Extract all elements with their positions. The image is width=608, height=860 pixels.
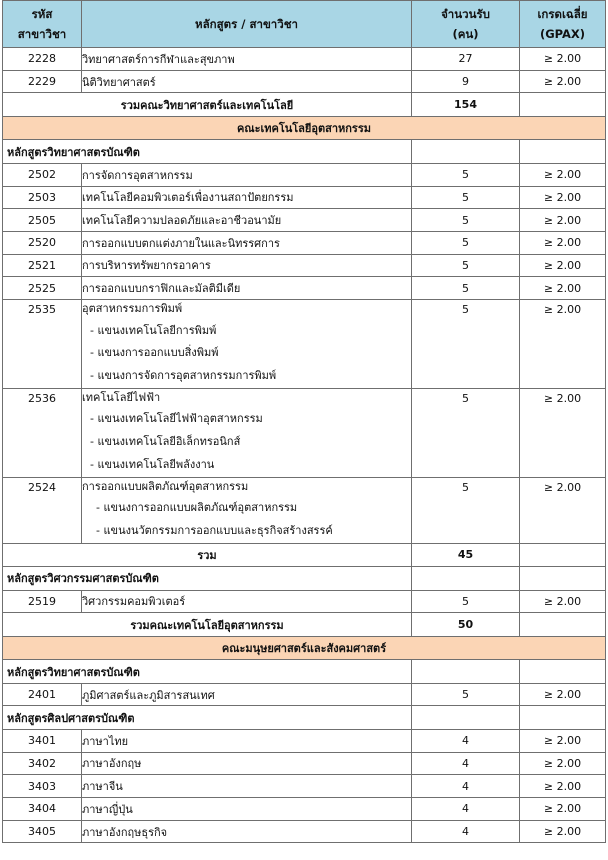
major-name: ภาษาจีน <box>82 775 412 798</box>
seat-count: 5 <box>412 231 520 254</box>
seat-count: 4 <box>412 798 520 821</box>
gpax-requirement: ≥ 2.00 <box>520 231 606 254</box>
gpax-requirement: ≥ 2.00 <box>520 590 606 613</box>
major-code: 3404 <box>3 798 82 821</box>
major-code: 2519 <box>3 590 82 613</box>
track-name: - แขนงการออกแบบผลิตภัณฑ์อุตสาหกรรม <box>96 501 298 515</box>
major-code: 2536 <box>3 388 82 477</box>
seat-count: 4 <box>412 752 520 775</box>
seat-count: 5 <box>412 300 520 389</box>
major-name: การบริหารทรัพยากรอาคาร <box>82 254 412 277</box>
gpax-requirement: ≥ 2.00 <box>520 186 606 209</box>
faculty-name: คณะเทคโนโลยีอุตสาหกรรม <box>3 116 606 140</box>
seat-count: 5 <box>412 683 520 706</box>
major-code: 2521 <box>3 254 82 277</box>
seat-count: 5 <box>412 388 520 477</box>
empty-cell <box>520 567 606 591</box>
subtotal-label: รวม <box>3 543 412 567</box>
seat-count: 9 <box>412 70 520 93</box>
gpax-requirement: ≥ 2.00 <box>520 48 606 71</box>
subtotal-value: 45 <box>412 543 520 567</box>
empty-cell <box>412 567 520 591</box>
table-row <box>3 186 606 209</box>
table-row <box>3 752 606 775</box>
major-name: ภาษาอังกฤษ <box>82 752 412 775</box>
gpax-requirement: ≥ 2.00 <box>520 163 606 186</box>
major-name: ภูมิศาสตร์และภูมิสารสนเทศ <box>82 683 412 706</box>
track-name: - แขนงเทคโนโลยีไฟฟ้าอุตสาหกรรม <box>90 412 263 426</box>
faculty-total-value: 154 <box>412 93 520 117</box>
program-header-row <box>3 140 606 164</box>
header-seats <box>412 1 520 48</box>
faculty-total-row <box>3 613 606 637</box>
seat-count: 5 <box>412 254 520 277</box>
table-row <box>3 798 606 821</box>
seat-count: 5 <box>412 209 520 232</box>
major-code: 2524 <box>3 477 82 543</box>
empty-cell <box>520 660 606 684</box>
major-code: 2228 <box>3 48 82 71</box>
gpax-requirement: ≥ 2.00 <box>520 775 606 798</box>
major-code: 3402 <box>3 752 82 775</box>
track-name: - แขนงเทคโนโลยีการพิมพ์ <box>90 323 217 337</box>
track-name: - แขนงเทคโนโลยีอิเล็กทรอนิกส์ <box>90 435 241 449</box>
faculty-total-row <box>3 93 606 117</box>
empty-cell <box>520 613 606 637</box>
program-name: หลักสูตรวิทยาศาสตรบัณฑิต <box>3 140 412 164</box>
major-code: 2525 <box>3 277 82 300</box>
table-row-with-tracks <box>3 300 606 389</box>
empty-cell <box>520 93 606 117</box>
major-name-cell <box>82 388 412 477</box>
major-code: 2229 <box>3 70 82 93</box>
faculty-total-value: 50 <box>412 613 520 637</box>
empty-cell <box>520 706 606 730</box>
program-name: หลักสูตรวิศวกรรมศาสตรบัณฑิต <box>3 567 412 591</box>
gpax-requirement: ≥ 2.00 <box>520 820 606 843</box>
gpax-requirement: ≥ 2.00 <box>520 254 606 277</box>
header-seats-line1: จำนวนรับ <box>441 7 490 21</box>
major-name: ภาษาอังกฤษธุรกิจ <box>82 820 412 843</box>
gpax-requirement: ≥ 2.00 <box>520 300 606 389</box>
gpax-requirement: ≥ 2.00 <box>520 729 606 752</box>
major-code: 2503 <box>3 186 82 209</box>
major-name: การออกแบบผลิตภัณฑ์อุตสาหกรรม <box>82 479 249 493</box>
major-name: วิศวกรรมคอมพิวเตอร์ <box>82 590 412 613</box>
program-name: หลักสูตรวิทยาศาสตรบัณฑิต <box>3 660 412 684</box>
major-code: 2505 <box>3 209 82 232</box>
major-code: 3405 <box>3 820 82 843</box>
table-row <box>3 775 606 798</box>
subtotal-row <box>3 543 606 567</box>
table-row <box>3 590 606 613</box>
major-name-cell <box>82 300 412 389</box>
major-code: 3401 <box>3 729 82 752</box>
header-program: หลักสูตร / สาขาวิชา <box>82 1 412 48</box>
major-name: เทคโนโลยีไฟฟ้า <box>82 390 161 404</box>
header-seats-line2: (คน) <box>452 27 479 41</box>
major-code: 2520 <box>3 231 82 254</box>
table-row <box>3 163 606 186</box>
header-gpax-line1: เกรดเฉลี่ย <box>537 7 588 21</box>
major-code: 3403 <box>3 775 82 798</box>
header-code-line1: รหัส <box>31 7 53 21</box>
table-row <box>3 48 606 71</box>
gpax-requirement: ≥ 2.00 <box>520 477 606 543</box>
major-name: นิติวิทยาศาสตร์ <box>82 70 412 93</box>
gpax-requirement: ≥ 2.00 <box>520 277 606 300</box>
header-row <box>3 1 606 48</box>
track-name: - แขนงการจัดการอุตสาหกรรมการพิมพ์ <box>90 369 277 383</box>
track-name: - แขนงนวัตกรรมการออกแบบและธุรกิจสร้างสรรค์ <box>96 523 333 537</box>
table-row <box>3 231 606 254</box>
empty-cell <box>520 543 606 567</box>
track-name: - แขนงเทคโนโลยีพลังงาน <box>90 457 215 471</box>
major-name: ภาษาไทย <box>82 729 412 752</box>
seat-count: 4 <box>412 775 520 798</box>
program-header-row <box>3 706 606 730</box>
empty-cell <box>412 706 520 730</box>
seat-count: 27 <box>412 48 520 71</box>
major-code: 2535 <box>3 300 82 389</box>
major-name: เทคโนโลยีคอมพิวเตอร์เพื่องานสถาปัตยกรรม <box>82 186 412 209</box>
faculty-total-label: รวมคณะวิทยาศาสตร์และเทคโนโลยี <box>3 93 412 117</box>
seat-count: 4 <box>412 729 520 752</box>
program-header-row <box>3 660 606 684</box>
seat-count: 5 <box>412 163 520 186</box>
header-code-line2: สาขาวิชา <box>17 27 67 41</box>
table-row <box>3 70 606 93</box>
header-code <box>3 1 82 48</box>
gpax-requirement: ≥ 2.00 <box>520 209 606 232</box>
seat-count: 5 <box>412 590 520 613</box>
major-name: ภาษาญี่ปุ่น <box>82 798 412 821</box>
major-name: เทคโนโลยีความปลอดภัยและอาชีวอนามัย <box>82 209 412 232</box>
table-row <box>3 254 606 277</box>
gpax-requirement: ≥ 2.00 <box>520 388 606 477</box>
major-code: 2401 <box>3 683 82 706</box>
empty-cell <box>412 140 520 164</box>
seat-count: 5 <box>412 277 520 300</box>
major-name: การออกแบบตกแต่งภายในและนิทรรศการ <box>82 231 412 254</box>
major-name: วิทยาศาสตร์การกีฬาและสุขภาพ <box>82 48 412 71</box>
table-row <box>3 820 606 843</box>
seat-count: 5 <box>412 477 520 543</box>
faculty-total-label: รวมคณะเทคโนโลยีอุตสาหกรรม <box>3 613 412 637</box>
faculty-name: คณะมนุษยศาสตร์และสังคมศาสตร์ <box>3 636 606 660</box>
major-name: การออกแบบกราฟิกและมัลติมีเดีย <box>82 277 412 300</box>
gpax-requirement: ≥ 2.00 <box>520 752 606 775</box>
gpax-requirement: ≥ 2.00 <box>520 798 606 821</box>
major-name-cell <box>82 477 412 543</box>
table-row <box>3 277 606 300</box>
admission-table <box>2 0 606 843</box>
table-row-with-tracks <box>3 388 606 477</box>
empty-cell <box>520 140 606 164</box>
major-name: อุตสาหกรรมการพิมพ์ <box>82 302 183 315</box>
track-name: - แขนงการออกแบบสิ่งพิมพ์ <box>90 346 219 360</box>
table-row <box>3 209 606 232</box>
gpax-requirement: ≥ 2.00 <box>520 70 606 93</box>
seat-count: 4 <box>412 820 520 843</box>
table-row-with-tracks <box>3 477 606 543</box>
program-name: หลักสูตรศิลปศาสตรบัณฑิต <box>3 706 412 730</box>
program-header-row <box>3 567 606 591</box>
seat-count: 5 <box>412 186 520 209</box>
major-name: การจัดการอุตสาหกรรม <box>82 163 412 186</box>
table-row <box>3 729 606 752</box>
header-gpax-line2: (GPAX) <box>539 27 586 41</box>
faculty-header-row <box>3 636 606 660</box>
empty-cell <box>412 660 520 684</box>
faculty-header-row <box>3 116 606 140</box>
gpax-requirement: ≥ 2.00 <box>520 683 606 706</box>
header-gpax <box>520 1 606 48</box>
major-code: 2502 <box>3 163 82 186</box>
table-row <box>3 683 606 706</box>
